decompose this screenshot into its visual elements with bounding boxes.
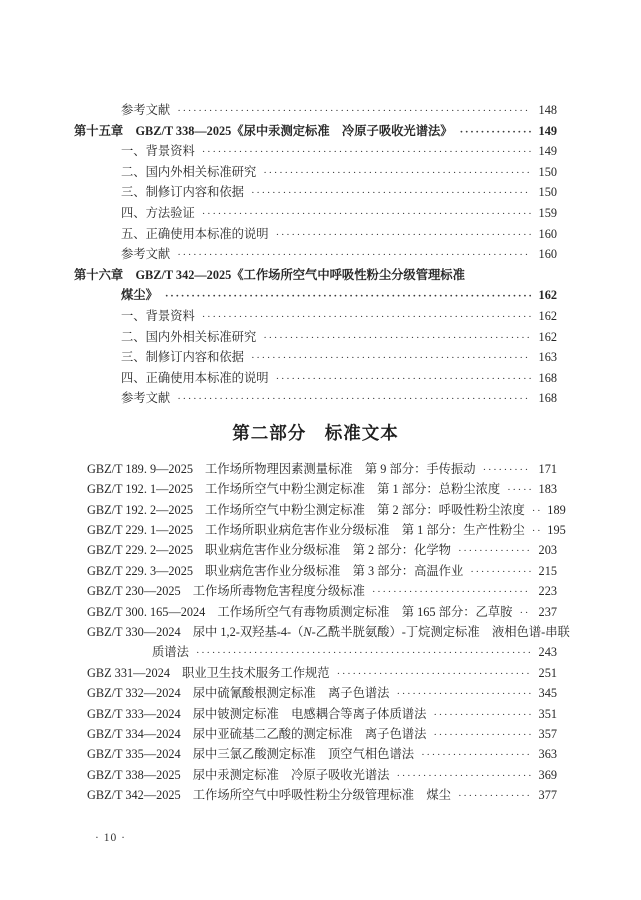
standard-title: 工作场所物理因素测量标准 第 9 部分：手传振动 — [205, 461, 476, 476]
standard-number: GBZ 331—2024 — [87, 665, 171, 680]
toc-entry — [74, 306, 557, 327]
dot-leader — [433, 725, 531, 745]
toc-page-number: 351 — [538, 706, 557, 721]
toc-page-number: 183 — [538, 482, 557, 497]
dot-leader — [177, 245, 531, 266]
toc-entry-chapter — [74, 265, 557, 286]
dot-leader — [263, 163, 531, 184]
standard-entry — [87, 540, 557, 560]
dot-leader — [483, 460, 531, 480]
part2-section-heading: 第二部分 标准文本 — [232, 422, 399, 443]
toc-page-number: 369 — [538, 767, 557, 782]
toc-entry — [74, 162, 557, 183]
toc-page-number: 189 — [547, 502, 566, 517]
toc-page-number: 195 — [547, 523, 566, 538]
toc-page-number: 159 — [538, 205, 557, 220]
standard-entry — [87, 724, 557, 744]
dot-leader — [202, 204, 531, 225]
standard-entry — [87, 765, 557, 785]
standard-number: GBZ/T 229. 1—2025 — [87, 523, 194, 538]
toc-entry-label: 一、背景资料 — [121, 308, 195, 323]
dot-leader — [396, 684, 531, 704]
standard-title: 职业病危害作业分级标准 第 2 部分：化学物 — [205, 543, 451, 558]
dot-leader — [433, 705, 531, 725]
standard-title: 工作场所职业病危害作业分级标准 第 1 部分：生产性粉尘 — [205, 523, 525, 538]
dot-leader — [372, 582, 531, 602]
toc-page-number: 223 — [538, 584, 557, 599]
standard-title: 尿中硫氰酸根测定标准 离子色谱法 — [192, 686, 390, 701]
toc-entry-label: 参考文献 — [121, 247, 171, 262]
toc-page-number: 163 — [538, 350, 557, 365]
toc-entry — [74, 100, 557, 121]
standard-title: 尿中亚硫基二乙酸的测定标准 离子色谱法 — [192, 726, 427, 741]
dot-leader — [177, 101, 531, 122]
standards-list — [87, 459, 570, 806]
toc-entry-label: 四、正确使用本标准的说明 — [121, 370, 269, 385]
toc-entry-label: 三、制修订内容和依据 — [121, 185, 244, 200]
toc-entry-label: 五、正确使用本标准的说明 — [121, 226, 269, 241]
toc-entry — [74, 368, 557, 389]
dot-leader — [165, 286, 531, 307]
dot-leader — [251, 183, 531, 204]
standard-number: GBZ/T 192. 2—2025 — [87, 502, 194, 517]
footer-page-number: · 10 · — [95, 832, 126, 844]
standard-title: 尿中铍测定标准 电感耦合等离子体质谱法 — [192, 706, 427, 721]
standard-number: GBZ/T 192. 1—2025 — [87, 482, 194, 497]
toc-page-number: 162 — [538, 308, 557, 323]
dot-leader — [532, 501, 540, 521]
toc-entry-label: 参考文献 — [121, 391, 171, 406]
toc-entry-label: 四、方法验证 — [121, 205, 195, 220]
toc-entry — [74, 141, 557, 162]
standard-title: 工作场所空气中呼吸性粉尘分级管理标准 煤尘 — [192, 788, 451, 803]
toc-entry-label: 第十六章 GBZ/T 342—2025《工作场所空气中呼吸性粉尘分级管理标准 — [74, 267, 465, 282]
dot-leader — [519, 603, 531, 623]
toc-entry — [74, 224, 557, 245]
dot-leader — [421, 745, 531, 765]
toc-entry-chapter-continuation — [74, 285, 557, 306]
toc-page-number: 215 — [538, 563, 557, 578]
standard-title: 工作场所空气有毒物质测定标准 第 165 部分：乙草胺 — [217, 604, 513, 619]
standard-title: 工作场所空气中粉尘测定标准 第 2 部分：呼吸性粉尘浓度 — [205, 502, 525, 517]
standard-number: GBZ/T 300. 165—2024 — [87, 604, 206, 619]
standard-entry — [87, 561, 557, 581]
toc-page-number: 160 — [538, 226, 557, 241]
standard-entry-continuation — [87, 642, 557, 662]
toc-page-number: 243 — [538, 645, 557, 660]
standard-title — [193, 622, 570, 642]
toc-page-number: 203 — [538, 543, 557, 558]
standard-title-italic: N — [303, 625, 312, 640]
standard-number: GBZ/T 332—2024 — [87, 686, 181, 701]
standard-entry — [87, 581, 557, 601]
standard-entry — [87, 785, 557, 805]
dot-leader — [251, 348, 531, 369]
dot-leader — [458, 541, 531, 561]
dot-leader — [507, 480, 531, 500]
toc-page-number: 150 — [538, 164, 557, 179]
standard-entry — [87, 704, 557, 724]
dot-leader — [202, 142, 531, 163]
dot-leader — [177, 389, 531, 410]
standard-number: GBZ/T 338—2025 — [87, 767, 181, 782]
toc-page-number: 148 — [538, 103, 557, 117]
toc-page-number: 168 — [538, 370, 557, 385]
standard-entry — [87, 459, 557, 479]
standard-number: GBZ/T 229. 3—2025 — [87, 563, 194, 578]
standard-entry — [87, 500, 566, 520]
standard-number: GBZ/T 335—2024 — [87, 747, 181, 762]
toc-page-number: 149 — [538, 123, 557, 138]
standard-entry — [87, 683, 557, 703]
standard-title: 工作场所空气中粉尘测定标准 第 1 部分：总粉尘浓度 — [205, 482, 501, 497]
standard-title: 尿中汞测定标准 冷原子吸收光谱法 — [192, 767, 390, 782]
toc-page-number: 251 — [538, 665, 557, 680]
standard-entry — [87, 744, 557, 764]
standard-number: GBZ/T 342—2025 — [87, 788, 181, 803]
toc-entry-label: 第十五章 GBZ/T 338—2025《尿中汞测定标准 冷原子吸收光谱法》 — [74, 123, 453, 138]
standard-number: GBZ/T 189. 9—2025 — [87, 461, 194, 476]
standard-entry — [87, 663, 557, 683]
toc-entry — [74, 203, 557, 224]
standard-title: 质谱法 — [152, 645, 189, 660]
toc-page-number: 149 — [538, 144, 557, 159]
toc-entry — [74, 388, 557, 409]
standard-title: 职业病危害作业分级标准 第 3 部分：高温作业 — [205, 563, 464, 578]
toc-page-number: 363 — [538, 747, 557, 762]
standard-number: GBZ/T 330—2024 — [87, 625, 181, 640]
standard-number: GBZ/T 334—2024 — [87, 726, 181, 741]
toc-entry-label: 参考文献 — [121, 103, 171, 117]
toc-page-number: 160 — [538, 247, 557, 262]
dot-leader — [196, 643, 531, 663]
dot-leader — [202, 307, 531, 328]
toc-page-number: 162 — [538, 329, 557, 344]
dot-leader — [532, 521, 540, 541]
standard-number: GBZ/T 333—2024 — [87, 706, 181, 721]
standard-entry — [87, 520, 566, 540]
toc-entry-label: 一、背景资料 — [121, 144, 195, 159]
standard-title: 职业卫生技术服务工作规范 — [182, 665, 330, 680]
toc-page-number: 162 — [538, 288, 557, 303]
dot-leader — [337, 664, 531, 684]
toc-page-number: 357 — [538, 726, 557, 741]
dot-leader — [458, 786, 531, 806]
standard-title-post: -乙酰半胱氨酸）-丁烷测定标准 液相色谱-串联 — [311, 625, 570, 640]
toc-entry — [74, 244, 557, 265]
standard-number: GBZ/T 230—2025 — [87, 584, 181, 599]
dot-leader — [276, 369, 531, 390]
toc-entry-chapter — [74, 121, 557, 142]
toc-page-number: 237 — [538, 604, 557, 619]
standard-number: GBZ/T 229. 2—2025 — [87, 543, 194, 558]
standard-title: 尿中三氯乙酸测定标准 顶空气相色谱法 — [192, 747, 415, 762]
standard-entry — [87, 602, 557, 622]
standard-entry — [87, 622, 570, 642]
toc-page-number: 377 — [538, 788, 557, 803]
toc-entry — [74, 182, 557, 203]
toc-page-number: 171 — [538, 461, 557, 476]
dot-leader — [396, 766, 531, 786]
dot-leader — [460, 122, 531, 143]
dot-leader — [263, 328, 531, 349]
dot-leader — [276, 225, 531, 246]
dot-leader — [470, 562, 531, 582]
toc-entry — [74, 327, 557, 348]
standard-title: 工作场所毒物危害程度分级标准 — [192, 584, 365, 599]
toc-entry-label: 二、国内外相关标准研究 — [121, 164, 257, 179]
toc-entry — [74, 347, 557, 368]
standard-title-pre: 尿中 1,2-双羟基-4-（ — [192, 625, 304, 640]
toc-page-number: 345 — [538, 686, 557, 701]
toc-page-number: 168 — [538, 391, 557, 406]
toc-entry-label: 三、制修订内容和依据 — [121, 350, 244, 365]
toc-entry-label: 二、国内外相关标准研究 — [121, 329, 257, 344]
toc-content — [74, 100, 570, 806]
toc-entry-label: 煤尘》 — [121, 288, 158, 303]
toc-page-number: 150 — [538, 185, 557, 200]
standard-entry — [87, 479, 557, 499]
